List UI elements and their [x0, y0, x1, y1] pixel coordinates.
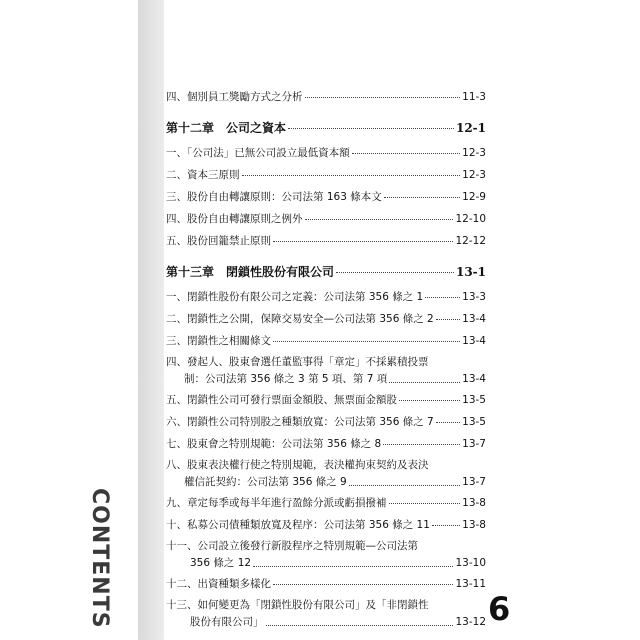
- toc-entry-page: 13-4: [462, 335, 486, 347]
- toc-entry-page: 13-11: [455, 578, 486, 590]
- dot-leader: [436, 319, 460, 320]
- toc-entry-13-5: [166, 389, 486, 411]
- toc-entry-label-line1: 八、股東表決權行使之特別規範，表決權拘束契約及表決: [166, 459, 429, 471]
- toc-entry-page: 13-12: [455, 616, 486, 628]
- toc-entry-13-8: [166, 455, 486, 492]
- toc-entry-page: 12-10: [455, 213, 486, 225]
- toc-entry-13-4: [166, 352, 486, 389]
- toc-entry-page: 12-3: [462, 147, 486, 159]
- toc-entry-13-11: [166, 536, 486, 573]
- toc-entry-page: 12-3: [462, 169, 486, 181]
- toc-entry-13-10: [166, 514, 486, 536]
- toc-entry-13-12: [166, 573, 486, 595]
- dot-leader: [383, 444, 460, 445]
- toc-entry-page: 13-8: [462, 497, 486, 509]
- toc-entry-12-5: [166, 230, 486, 252]
- toc-entry-page: 12-9: [462, 191, 486, 203]
- toc-entry-12-2: [166, 164, 486, 186]
- dot-leader: [242, 175, 461, 176]
- toc-entry-page: 13-7: [462, 476, 486, 488]
- toc-entry-label: 二、資本三原則: [166, 169, 240, 181]
- toc-entry-page: 11-3: [462, 91, 486, 103]
- contents-side-title: CONTENTS: [87, 488, 112, 629]
- toc-entry-13-2: [166, 308, 486, 330]
- chapter-13-heading: [166, 258, 486, 286]
- dot-leader: [266, 625, 454, 626]
- toc-entry-label: 五、閉鎖性公司可發行票面金額股、無票面金額股: [166, 394, 397, 406]
- toc-entry-label: 十二、出資種類多樣化: [166, 578, 271, 590]
- dot-leader: [253, 566, 453, 567]
- dot-leader: [273, 241, 453, 242]
- toc-entry-page: 13-3: [462, 291, 486, 303]
- chapter-page: 12-1: [455, 121, 486, 135]
- toc-entry-13-1: [166, 286, 486, 308]
- toc-entry-12-1: [166, 142, 486, 164]
- dot-leader: [389, 382, 460, 383]
- toc-entry-label: 四、股份自由轉讓原則之例外: [166, 213, 303, 225]
- toc-entry-12-4: [166, 208, 486, 230]
- toc-entry-12-3: [166, 186, 486, 208]
- toc-entry-page: 13-4: [462, 313, 486, 325]
- toc-entry-13-6: [166, 411, 486, 433]
- gray-side-strip: [138, 0, 164, 640]
- dot-leader: [336, 272, 454, 273]
- chapter-title: 第十三章 閉鎖性股份有限公司: [166, 265, 335, 279]
- dot-leader: [425, 297, 460, 298]
- toc-entry-label-line2: 制：公司法第 356 條之 3 第 5 項、第 7 項: [184, 373, 388, 385]
- toc-entry-label: 四、個別員工獎勵方式之分析: [166, 91, 303, 103]
- toc-entry-page: 12-12: [455, 235, 486, 247]
- toc-entry-page: 13-5: [462, 416, 486, 428]
- chapter-12-heading: [166, 114, 486, 142]
- table-of-contents: [166, 86, 486, 632]
- dot-leader: [305, 97, 461, 98]
- toc-entry-13-13: [166, 595, 486, 632]
- toc-entry-13-3: [166, 330, 486, 352]
- toc-entry-page: 13-5: [462, 394, 486, 406]
- toc-entry-label-line2: 股份有限公司」: [190, 616, 264, 628]
- toc-entry-label: 六、閉鎖性公司特別股之種類放寬：公司法第 356 條之 7: [166, 416, 434, 428]
- dot-leader: [432, 525, 460, 526]
- toc-entry-11-4: [166, 86, 486, 108]
- dot-leader: [384, 197, 460, 198]
- toc-entry-label: 七、股東會之特別規範：公司法第 356 條之 8: [166, 438, 382, 450]
- toc-entry-label-line2: 權信託契約：公司法第 356 條之 9: [184, 476, 347, 488]
- toc-entry-page: 13-10: [455, 557, 486, 569]
- toc-entry-label-line1: 四、發起人、股東會選任董監事得「章定」不採累積投票: [166, 356, 429, 368]
- dot-leader: [399, 400, 460, 401]
- chapter-title: 第十二章 公司之資本: [166, 121, 287, 135]
- toc-entry-label: 五、股份回籠禁止原則: [166, 235, 271, 247]
- toc-entry-label-line1: 十三、如何變更為「閉鎖性股份有限公司」及「非閉鎖性: [166, 599, 429, 611]
- toc-entry-label: 九、章定每季或每半年進行盈餘分派或虧損撥補: [166, 497, 387, 509]
- toc-entry-13-7: [166, 433, 486, 455]
- toc-entry-label: 二、閉鎖性之公開，保障交易安全—公司法第 356 條之 2: [166, 313, 434, 325]
- dot-leader: [273, 341, 460, 342]
- toc-entry-label-line2: 356 條之 12: [190, 557, 252, 569]
- dot-leader: [273, 584, 453, 585]
- dot-leader: [288, 128, 454, 129]
- toc-entry-label: 十、私募公司債種類放寬及程序：公司法第 356 條之 11: [166, 519, 430, 531]
- toc-entry-page: 13-8: [462, 519, 486, 531]
- dot-leader: [352, 153, 460, 154]
- dot-leader: [305, 219, 454, 220]
- dot-leader: [389, 503, 461, 504]
- toc-entry-page: 13-4: [462, 373, 486, 385]
- dot-leader: [436, 422, 460, 423]
- toc-entry-label: 一、「公司法」已無公司設立最低資本額: [166, 147, 350, 159]
- toc-entry-label: 一、閉鎖性股份有限公司之定義：公司法第 356 條之 1: [166, 291, 424, 303]
- chapter-page: 13-1: [455, 265, 486, 279]
- dot-leader: [349, 485, 460, 486]
- toc-entry-label: 三、股份自由轉讓原則：公司法第 163 條本文: [166, 191, 382, 203]
- toc-entry-page: 13-7: [462, 438, 486, 450]
- toc-entry-label-line1: 十一、公司設立後發行新股程序之特別規範—公司法第: [166, 540, 418, 552]
- left-margin: [0, 0, 138, 640]
- page-number: 6: [488, 590, 511, 628]
- toc-entry-13-9: [166, 492, 486, 514]
- toc-entry-label: 三、閉鎖性之相關條文: [166, 335, 271, 347]
